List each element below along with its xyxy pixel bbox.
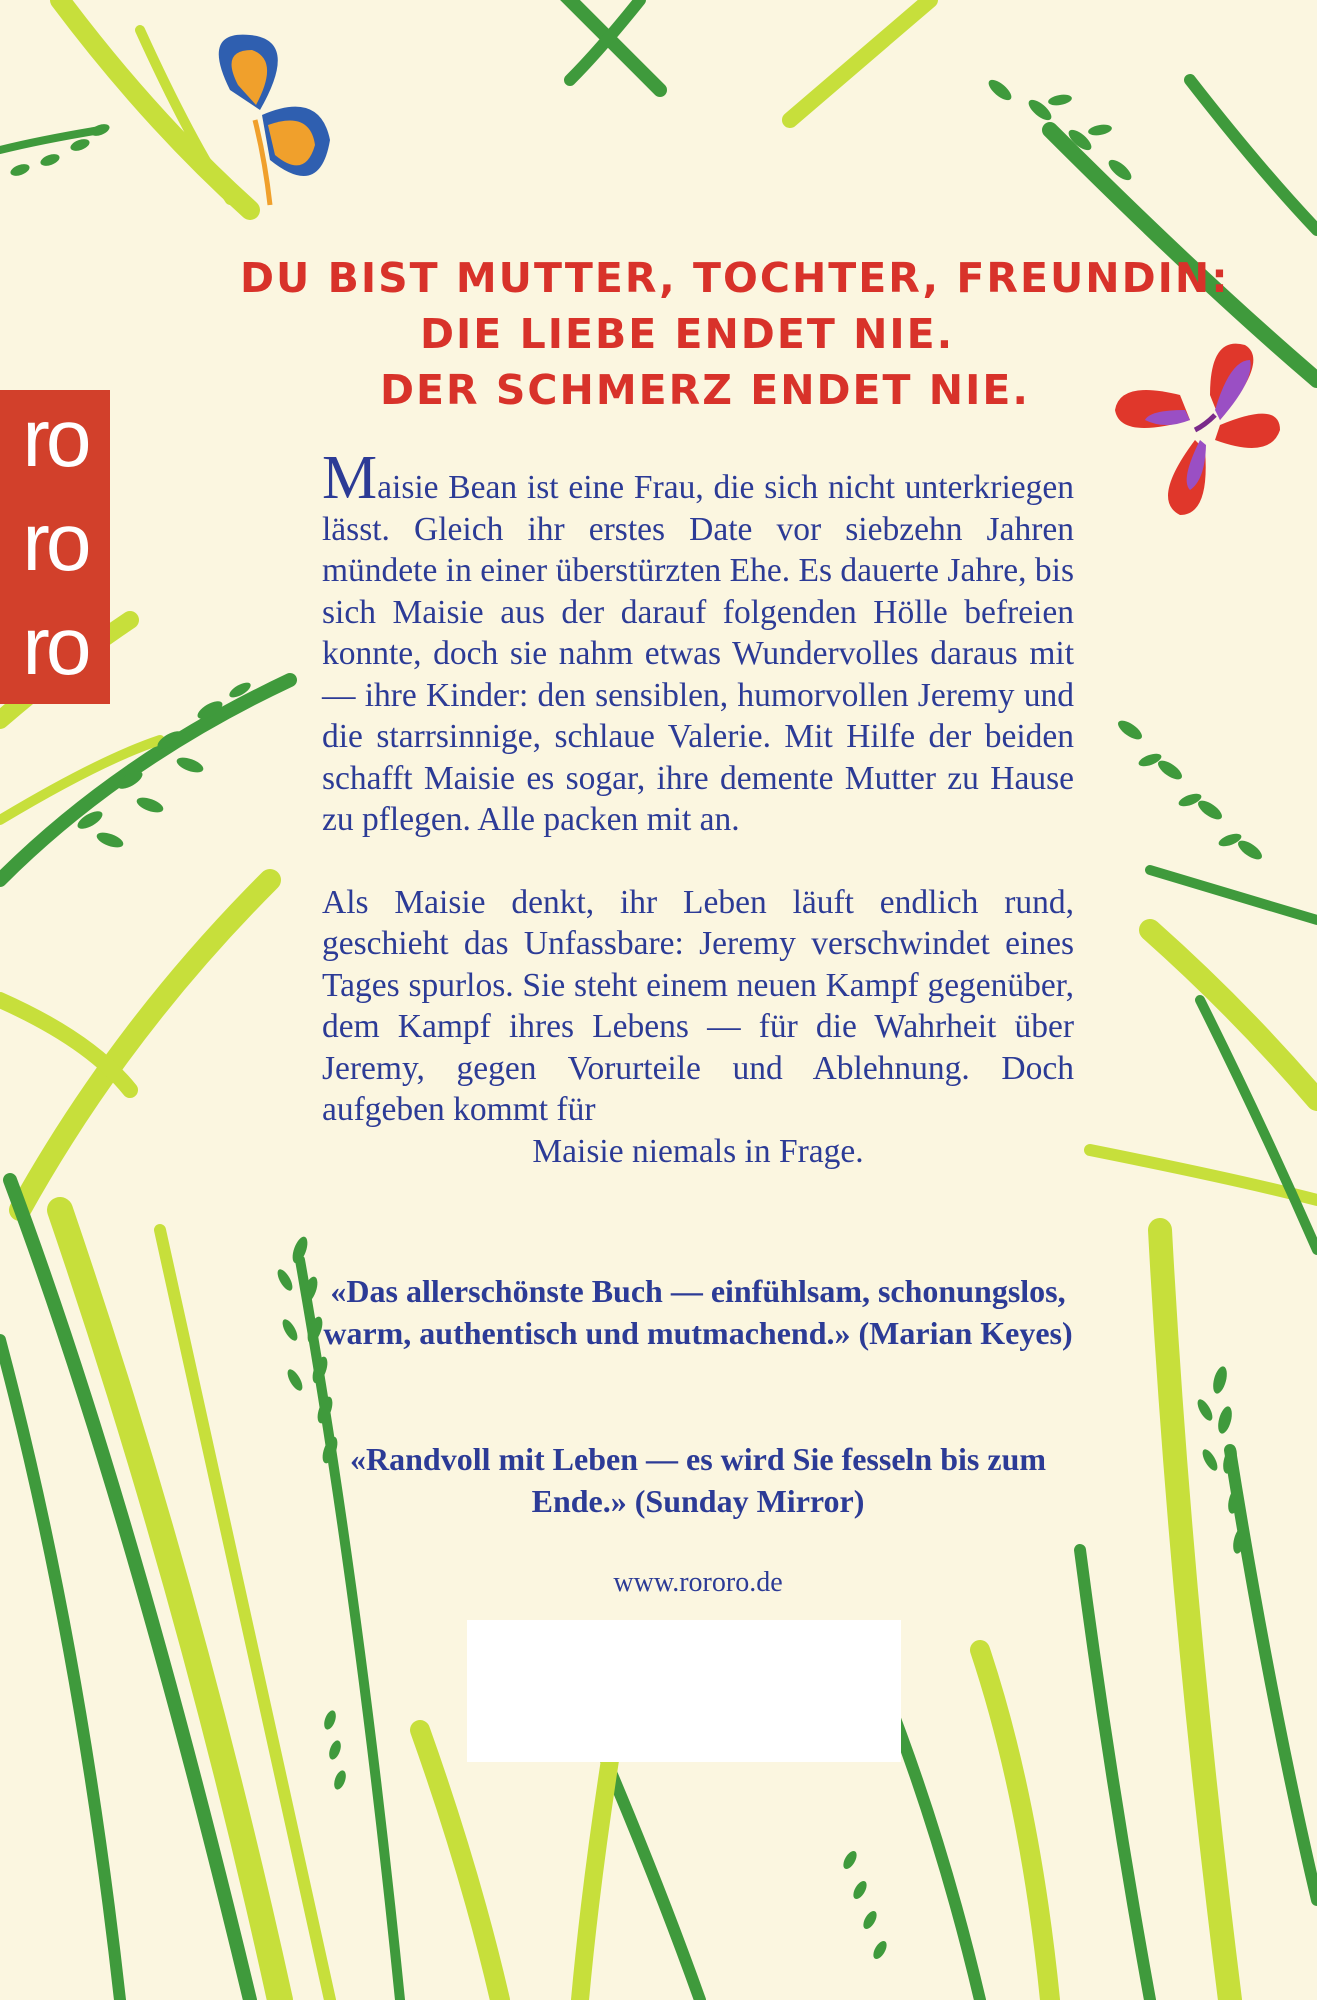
website-url: www.rororo.de <box>613 1567 783 1598</box>
grain-stalk <box>1115 717 1265 863</box>
grass-blade <box>0 680 290 880</box>
grass-blade <box>580 1760 610 2000</box>
barcode-area <box>467 1620 901 1762</box>
rororo-logo: ro ro ro <box>0 390 110 704</box>
headline-line-2: DIE LIEBE ENDET NIE. <box>420 310 955 358</box>
grass-blade <box>1230 1450 1317 1900</box>
grass-blade <box>980 1650 1050 2000</box>
review-quote-2: «Randvoll mit Leben — es wird Sie fesseln bis zum Ende.» (Sunday Mirror) <box>349 1441 1047 1519</box>
grain-stalk <box>322 1709 348 1791</box>
headline-line-3: DER SCHMERZ ENDET NIE. <box>380 366 1030 414</box>
grass-blade <box>10 1180 250 2000</box>
grass-blade <box>0 1000 130 1090</box>
grain-stalk <box>9 122 111 178</box>
headline-line-1: DU BIST MUTTER, TOCHTER, FREUNDIN: <box>240 254 1230 302</box>
drop-cap: M <box>322 444 378 512</box>
grass-blade <box>1160 1230 1230 2000</box>
blurb-paragraph-1: Maisie Bean ist eine Frau, die sich nicht unterkriegen lässt. Gleich ihr erstes Date vor siebzehn Jahren mündete in einer überstürzten Ehe. Es dauerte Jahre, bis sich Maisie aus der darauf folgenden Hölle befreien konnte, doch sie nahm etwas Wundervolles daraus mit — ihre Kinder: den sensiblen, humorvollen Jeremy und die starrsinnige, schlaue Valerie. Mit Hilfe der beiden schafft Maisie es sogar, ihre demente Mutter zu Hause zu pflegen. Alle packen mit an. <box>322 444 1074 838</box>
headline <box>225 250 1230 418</box>
grass-blade <box>790 0 930 120</box>
review-quote-1: «Das allerschönste Buch — einfühlsam, schonungslos, warm, authentisch und mutmachend.» (Marian Keyes) <box>323 1273 1073 1351</box>
grass-blade <box>1080 1550 1150 2000</box>
grass-blade <box>1190 80 1317 230</box>
grass-blade <box>420 1730 500 2000</box>
grass-blade <box>20 880 270 1210</box>
blurb-paragraph-2: Als Maisie denkt, ihr Leben läuft endlich rund, geschieht das Unfassbare: Jeremy verschwindet eines Tages spurlos. Sie steht einem neuen Kampf gegenüber, dem Kampf ihres Lebens — für die Wahrheit über Jeremy, gegen Vorurteile und Ablehnung. Doch aufgeben kommt für <box>322 883 1074 1128</box>
grass-blade <box>1150 870 1317 920</box>
grain-stalk <box>841 1849 890 1961</box>
blurb-paragraph-2-last-line: Maisie niemals in Frage. <box>532 1132 864 1170</box>
butterfly-blue-orange <box>219 35 330 205</box>
blurb-text <box>322 444 1074 1172</box>
